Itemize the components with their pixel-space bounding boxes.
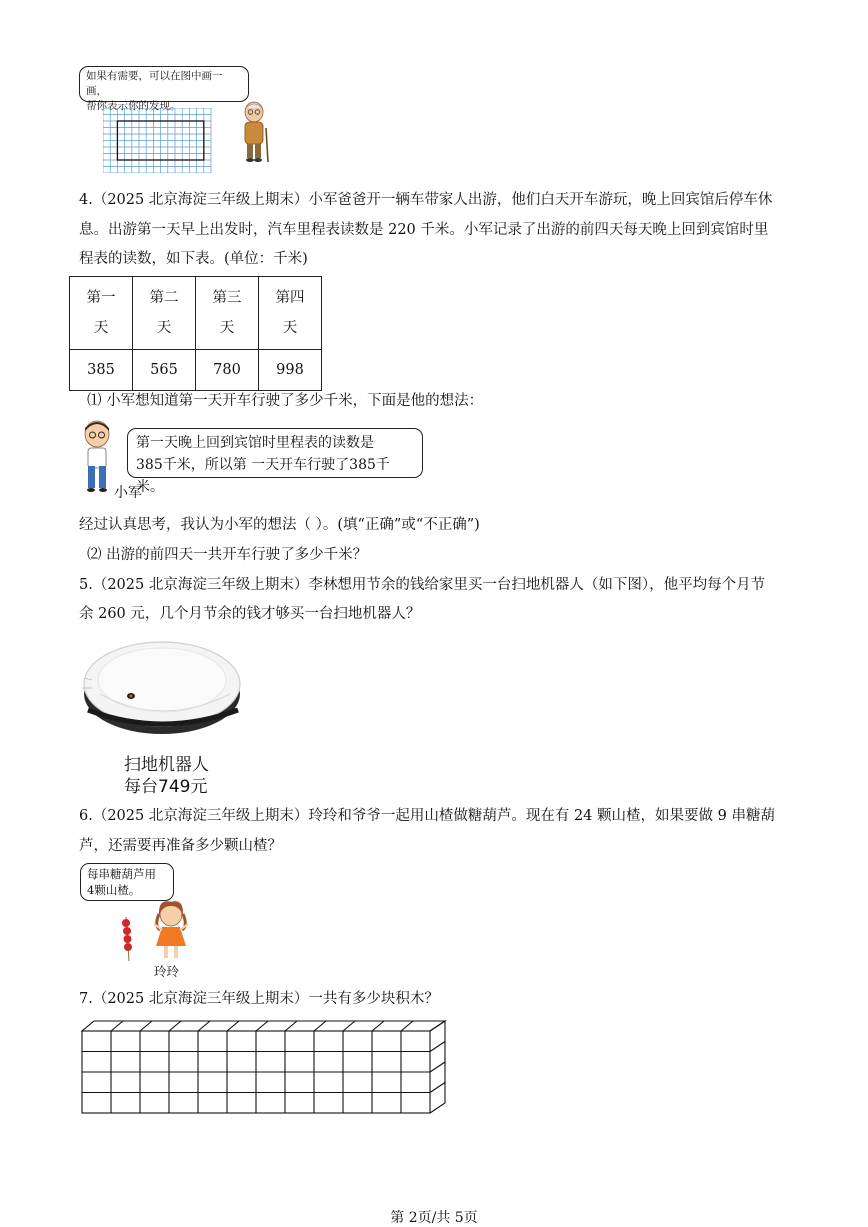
candied-haws-icon <box>116 915 136 963</box>
grandpa-icon <box>238 100 274 164</box>
lingling-speech-bubble <box>80 863 174 901</box>
xiaojun-speech-bubble <box>127 428 423 495</box>
table-cell-day-3: 780 <box>196 350 259 391</box>
lingling-bubble-line-1: 每串糖葫芦用 <box>87 867 156 881</box>
odometer-table <box>69 276 322 391</box>
hint-line-2: 帮你表示你的发现。 <box>86 100 181 112</box>
q4-line-1: 4.（2025 北京海淀三年级上期末）小军爸爸开一辆车带家人出游，他们白天开车游玩，晚上回宾馆后停车休 <box>79 192 773 208</box>
q7-line-1: 7.（2025 北京海淀三年级上期末）一共有多少块积木？ <box>79 991 439 1007</box>
lingling-bubble-line-2: 4颗山楂。 <box>87 883 141 897</box>
lingling-label: 玲玲 <box>154 964 180 979</box>
q5-line-2: 余 260 元，几个月节余的钱才够买一台扫地机器人？ <box>79 606 421 622</box>
table-header-day-4: 第四 天 <box>259 277 322 350</box>
q4-fill-line: 经过认真思考，我认为小军的想法（ ）。(填“正确”或“不正确”) <box>79 517 480 533</box>
q4-sub-2: ⑵ 出游的前四天一共开车行驶了多少千米？ <box>87 547 368 563</box>
xiaojun-boy-icon <box>80 420 114 494</box>
table-header-day-1: 第一 天 <box>70 277 133 350</box>
q6-line-2: 芦，还需要再准备多少颗山楂？ <box>79 838 282 854</box>
robot-vacuum-image <box>80 636 245 740</box>
page-footer: 第 2页/共 5页 <box>390 1210 478 1226</box>
q4-sub-1: ⑴ 小军想知道第一天开车行驶了多少千米，下面是他的想法： <box>87 393 484 409</box>
table-cell-day-1: 385 <box>70 350 133 391</box>
hint-line-1: 如果有需要，可以在图中画一画， <box>86 70 223 97</box>
table-cell-day-4: 998 <box>259 350 322 391</box>
vacuum-caption-name: 扫地机器人 <box>124 755 209 775</box>
q4-line-3: 程表的读数，如下表。(单位：千米) <box>79 251 308 267</box>
table-header-day-3: 第三 天 <box>196 277 259 350</box>
vacuum-caption-price: 每台749元 <box>124 777 208 797</box>
grid-diagram <box>103 108 213 173</box>
lingling-girl-icon <box>150 900 192 962</box>
table-cell-day-2: 565 <box>133 350 196 391</box>
q4-line-2: 息。出游第一天早上出发时，汽车里程表读数是 220 千米。小军记录了出游的前四天每天晚上回到宾馆时里 <box>79 222 769 238</box>
table-header-day-2: 第二 天 <box>133 277 196 350</box>
xiaojun-bubble-line-1: 第一天晚上回到宾馆时里程表的读数是 <box>136 435 374 451</box>
q6-line-1: 6.（2025 北京海淀三年级上期末）玲玲和爷爷一起用山楂做糖葫芦。现在有 24 颗山楂，如果要做 9 串糖葫 <box>79 808 775 824</box>
xiaojun-bubble-line-2: 385千米，所以第 一天开车行驶了385千米。 <box>136 457 390 495</box>
blocks-diagram <box>80 1016 448 1116</box>
xiaojun-label: 小军 <box>114 485 142 501</box>
q5-line-1: 5.（2025 北京海淀三年级上期末）李林想用节余的钱给家里买一台扫地机器人（如下图），他平均每个月节 <box>79 577 766 593</box>
hint-speech-bubble <box>79 66 249 112</box>
